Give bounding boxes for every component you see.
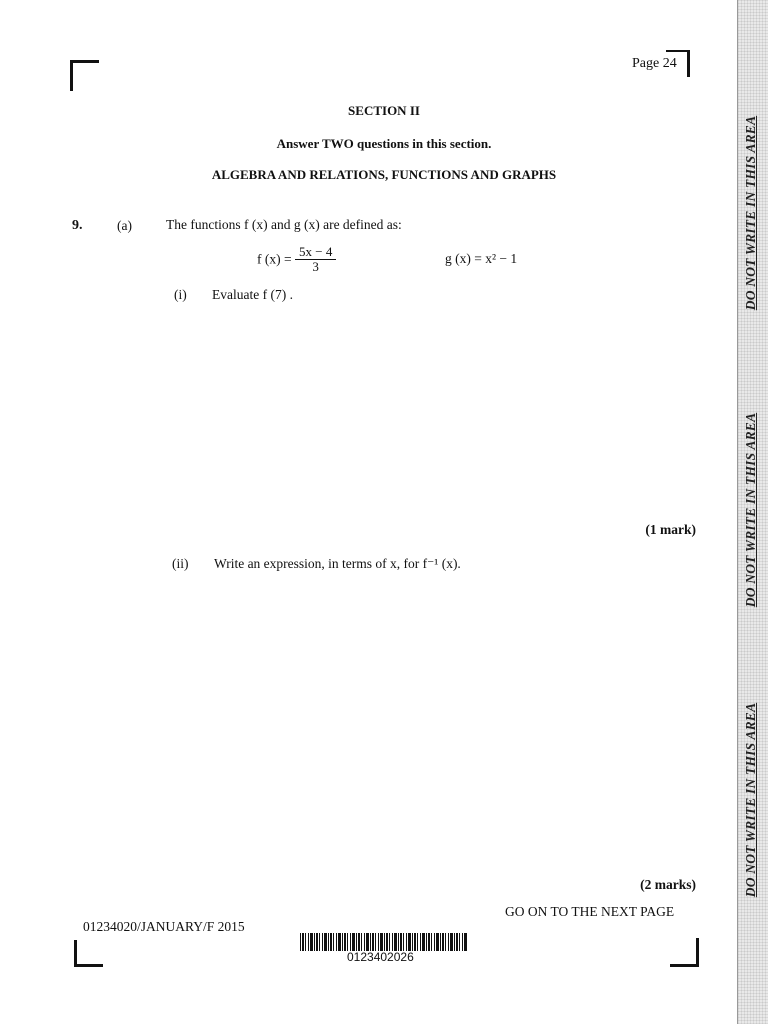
- f-fraction: [295, 245, 336, 274]
- crop-mark-bottom-right: [670, 938, 699, 967]
- section-title: SECTION II: [348, 103, 420, 118]
- g-definition: g (x) = x² − 1: [445, 251, 518, 266]
- margin-notice-2: DO NOT WRITE IN THIS AREA: [743, 412, 758, 608]
- sub-i-label: (i): [174, 287, 187, 302]
- barcode: [300, 933, 468, 951]
- f-definition: [257, 245, 336, 274]
- crop-mark-top-left: [70, 60, 99, 91]
- barcode-number: 0123402026: [347, 950, 414, 964]
- margin-notice-3: DO NOT WRITE IN THIS AREA: [743, 702, 758, 898]
- margin-strip: [737, 0, 768, 1024]
- f-numerator: 5x − 4: [295, 245, 336, 260]
- sub-i-marks: (1 mark): [645, 522, 696, 537]
- sub-ii-text: Write an expression, in terms of x, for f⁻¹ (x).: [214, 556, 461, 571]
- sub-i-text: Evaluate f (7) .: [212, 287, 293, 302]
- page-number: [632, 56, 677, 72]
- sub-ii-marks: (2 marks): [640, 877, 696, 892]
- question-number: 9.: [72, 218, 83, 233]
- crop-mark-bottom-left: [74, 940, 103, 967]
- f-denominator: 3: [312, 259, 319, 274]
- sub-ii-label: (ii): [172, 556, 189, 571]
- next-page-note: GO ON TO THE NEXT PAGE: [505, 904, 675, 919]
- page-label: Page: [632, 56, 660, 71]
- f-lhs: f (x) =: [257, 251, 292, 267]
- crop-mark-top-right-v: [687, 52, 690, 77]
- margin-notice-1: DO NOT WRITE IN THIS AREA: [743, 115, 758, 311]
- paper-code: 01234020/JANUARY/F 2015: [83, 919, 245, 934]
- part-a-label: (a): [117, 218, 132, 233]
- question-intro: The functions f (x) and g (x) are defined as:: [166, 217, 402, 232]
- page-num: 24: [662, 56, 677, 71]
- topic-title: ALGEBRA AND RELATIONS, FUNCTIONS AND GRAPHS: [211, 167, 557, 182]
- section-instruction: Answer TWO questions in this section.: [276, 136, 492, 151]
